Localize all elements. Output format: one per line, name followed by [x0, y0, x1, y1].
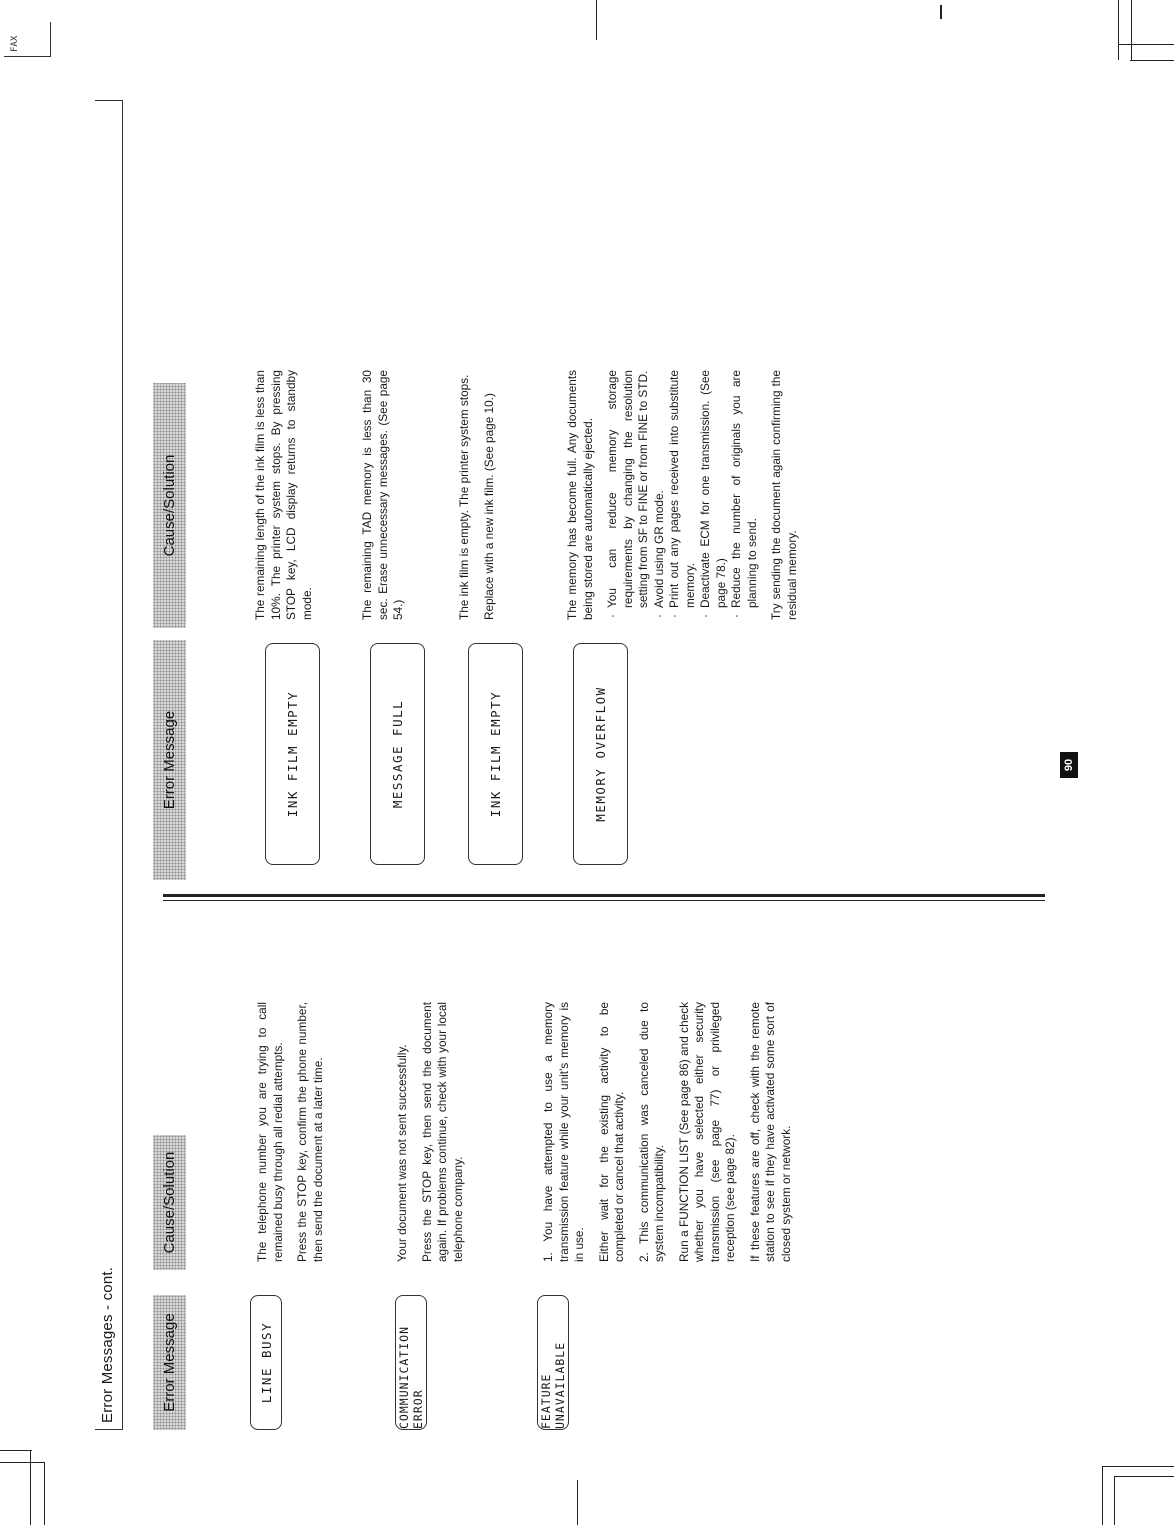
- error-memory-overflow: MEMORY OVERFLOW: [573, 643, 628, 865]
- crop-mark: [1102, 1466, 1174, 1467]
- cause-feature-unavailable: 1. You have attempted to use a memory transmission feature while your unit's memory is in use. Either wait for the existing activity to be completed or cancel that activity. 2. This communication was canceled due to system incompatibility. Run a FUNCTION LIST (See page 86) and check whether you have selected either security transmission (see page 77) or privileged reception (see page 82). If these features are off, check with the remote station to see if they have activated some sort of closed system or network.: [541, 1002, 793, 1262]
- cause-communication-error: Your document was not sent successfully. Press the STOP key, then send the document again. If problems continue, check with your local telephone company.: [395, 1002, 465, 1262]
- error-communication-error: COMMUNICATION ERROR: [395, 1295, 427, 1430]
- page-number: 90: [1060, 752, 1078, 778]
- list-item: · Print out any pages received into substitute memory.: [667, 370, 698, 608]
- memory-tips-list: [605, 370, 760, 620]
- cause-ink-film-empty: The remaining length of the ink film is less than 10%. The printer system stops. By pressing STOP key, LCD display returns to standby mode.: [253, 370, 314, 620]
- cause-memory-overflow: The memory has become full. Any documents being stored are automatically ejected. · You can reduce memory storage requirements by changing the resolution setting from SF to FINE or from FINE to STD. · Avoid using GR mode. · Print out any pages received into substitute memory. · Deactivate ECM for one transmission. (See page 78.) · Reduce the number of originals you are planning to send. Try sending the document again confirming the residual memory.: [565, 370, 809, 620]
- list-item: · Avoid using GR mode.: [652, 370, 668, 608]
- crop-mark: [1131, 0, 1132, 60]
- page-title: Error Messages - cont.: [99, 1266, 116, 1423]
- crop-mark: [1118, 44, 1174, 45]
- crop-mark: [0, 1462, 44, 1463]
- section-divider-thick: [163, 894, 1045, 897]
- header-error-message: Error Message: [153, 640, 186, 880]
- crop-mark: [1102, 1466, 1103, 1525]
- crop-mark: [577, 1480, 578, 1525]
- document-page: [95, 100, 1055, 1430]
- crop-mark: [1114, 1476, 1174, 1477]
- section-divider-thin: [163, 900, 1045, 901]
- crop-mark: [44, 1462, 45, 1525]
- error-line-busy: LINE BUSY: [250, 1295, 282, 1430]
- page-title-bar: [95, 100, 123, 1430]
- crop-mark: [0, 1450, 32, 1451]
- crop-mark: [1130, 60, 1174, 61]
- header-cause-solution: Cause/Solution: [153, 1135, 186, 1270]
- list-item: · You can reduce memory storage requirements by changing the resolution setting from SF to FINE or from FINE to STD.: [605, 370, 652, 608]
- cause-message-full: The remaining TAD memory is less than 30 sec. Erase unnecessary messages. (See page 54.): [360, 370, 405, 620]
- crop-mark: [1114, 1476, 1115, 1525]
- list-item: · Reduce the number of originals you are planning to send.: [729, 370, 760, 608]
- error-message-full: MESSAGE FULL: [370, 643, 425, 865]
- crop-mark: [1118, 0, 1119, 60]
- header-error-message: Error Message: [153, 1295, 186, 1430]
- error-ink-film-empty: INK FILM EMPTY: [265, 643, 320, 865]
- header-cause-solution: Cause/Solution: [153, 383, 186, 628]
- corner-label-box: [4, 22, 51, 57]
- error-feature-unavailable: FEATURE UNAVAILABLE: [537, 1295, 569, 1430]
- error-ink-film-empty-2: INK FILM EMPTY: [468, 643, 523, 865]
- list-item: · Deactivate ECM for one transmission. (See page 78.): [698, 370, 729, 608]
- corner-label: FAX: [10, 35, 20, 52]
- crop-mark: [940, 5, 942, 19]
- crop-mark: [596, 0, 597, 40]
- cause-ink-film-empty-2: The ink film is empty. The printer system stops. Replace with a new ink film. (See page 10.): [457, 374, 496, 620]
- cause-line-busy: The telephone number you are trying to call remained busy through all redial attempts. Press the STOP key, confirm the phone number, then send the document at a later time.: [255, 1002, 325, 1262]
